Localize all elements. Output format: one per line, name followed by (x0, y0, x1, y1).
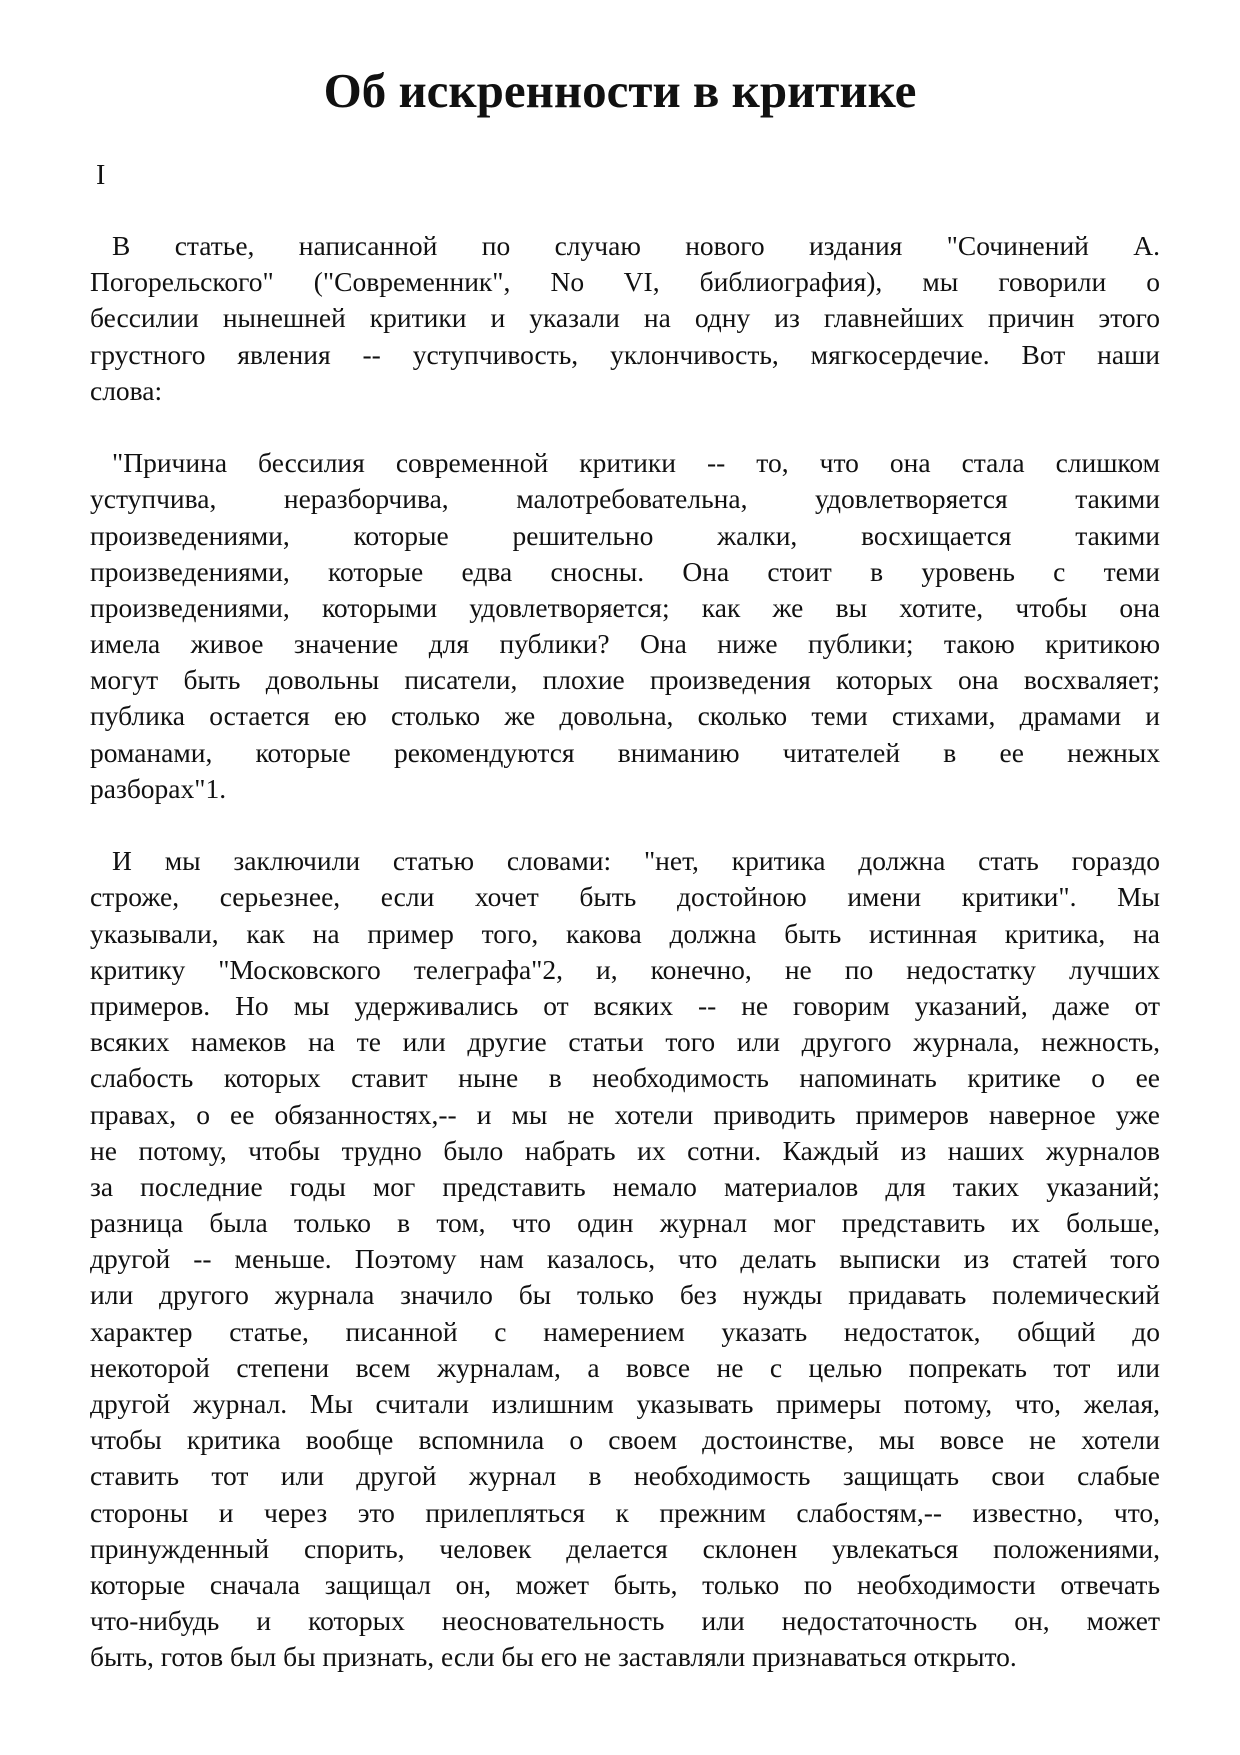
text-line: В статье, написанной по случаю нового издания "Сочинений А. (112, 230, 1160, 261)
text-line: могут быть довольны писатели, плохие произведения которых она восхваляет; (90, 664, 1160, 696)
text-line: правах, о ее обязанностях,-- и мы не хотели приводить примеров наверное уже (90, 1098, 1160, 1130)
text-line: ставить тот или другой журнал в необходимость защищать свои слабые (90, 1460, 1160, 1492)
text-line: разборах"1. (90, 772, 227, 804)
text-line: стороны и через это прилепляться к прежним слабостям,-- известно, что, (90, 1496, 1160, 1528)
text-line: не потому, чтобы трудно было набрать их сотни. Каждый из наших журналов (90, 1134, 1160, 1166)
text-line: слова: (90, 374, 163, 406)
text-line: чтобы критика вообще вспомнила о своем достоинстве, мы вовсе не хотели (90, 1424, 1160, 1456)
text-line: грустного явления -- уступчивость, уклончивость, мягкосердечие. Вот наши (90, 338, 1160, 370)
text-line: другой -- меньше. Поэтому нам казалось, что делать выписки из статей того (90, 1243, 1160, 1275)
text-line: указывали, как на пример того, какова должна быть истинная критика, на (90, 917, 1160, 949)
text-line: произведениями, которые решительно жалки, восхищается такими (90, 519, 1160, 551)
text-line: уступчива, неразборчива, малотребовательна, удовлетворяется такими (90, 483, 1160, 515)
text-line: примеров. Но мы удерживались от всяких -- не говорим указаний, даже от (90, 989, 1160, 1021)
text-line: "Причина бессилия современной критики -- то, что она стала слишком (112, 447, 1160, 479)
text-line: принужденный спорить, человек делается склонен увлекаться положениями, (90, 1532, 1160, 1564)
text-line: слабость которых ставит ныне в необходимость напоминать критике о ее (90, 1062, 1160, 1094)
text-line: что-нибудь и которых неосновательность или недостаточность он, может (90, 1605, 1160, 1637)
text-line: другой журнал. Мы считали излишним указывать примеры потому, что, желая, (90, 1388, 1160, 1419)
text-line: произведениями, которые едва сносны. Она стоит в уровень с теми (90, 555, 1160, 587)
text-line: или другого журнала значило бы только без нужды придавать полемический (90, 1279, 1160, 1311)
text-line: публика остается ею столько же довольна, сколько теми стихами, драмами и (90, 700, 1160, 732)
text-line: за последние годы мог представить немало материалов для таких указаний; (90, 1170, 1160, 1202)
text-line: романами, которые рекомендуются вниманию читателей в ее нежных (90, 736, 1160, 768)
text-line: разница была только в том, что один журнал мог представить их больше, (90, 1207, 1160, 1239)
text-line: всяких намеков на те или другие статьи того или другого журнала, нежность, (90, 1026, 1160, 1058)
paragraph (90, 843, 1160, 1675)
paragraph (90, 445, 1160, 807)
section-number: I (96, 160, 106, 191)
text-line: критику "Московского телеграфа"2, и, конечно, не по недостатку лучших (90, 953, 1160, 985)
text-line: бессилии нынешней критики и указали на одну из главнейших причин этого (90, 302, 1160, 334)
text-line: имела живое значение для публики? Она ниже публики; такою критикою (90, 628, 1160, 660)
text-line: которые сначала защищал он, может быть, только по необходимости отвечать (90, 1568, 1160, 1600)
text-line: И мы заключили статью словами: "нет, критика должна стать гораздо (112, 845, 1160, 877)
paragraph (90, 228, 1160, 409)
document-title: Об искренности в критике (323, 63, 917, 118)
text-line: Погорельского" ("Современник", No VI, библиография), мы говорили о (90, 266, 1160, 298)
text-line: характер статье, писанной с намерением указать недостаток, общий до (90, 1315, 1160, 1347)
text-line: некоторой степени всем журналам, а вовсе не с целью попрекать тот или (90, 1351, 1160, 1383)
text-line: произведениями, которыми удовлетворяется; как же вы хотите, чтобы она (90, 591, 1160, 623)
text-line: быть, готов был бы признать, если бы его не заставляли признаваться открыто. (90, 1641, 1017, 1673)
document-body (90, 228, 1160, 1712)
text-line: строже, серьезнее, если хочет быть достойною имени критики". Мы (90, 881, 1160, 913)
